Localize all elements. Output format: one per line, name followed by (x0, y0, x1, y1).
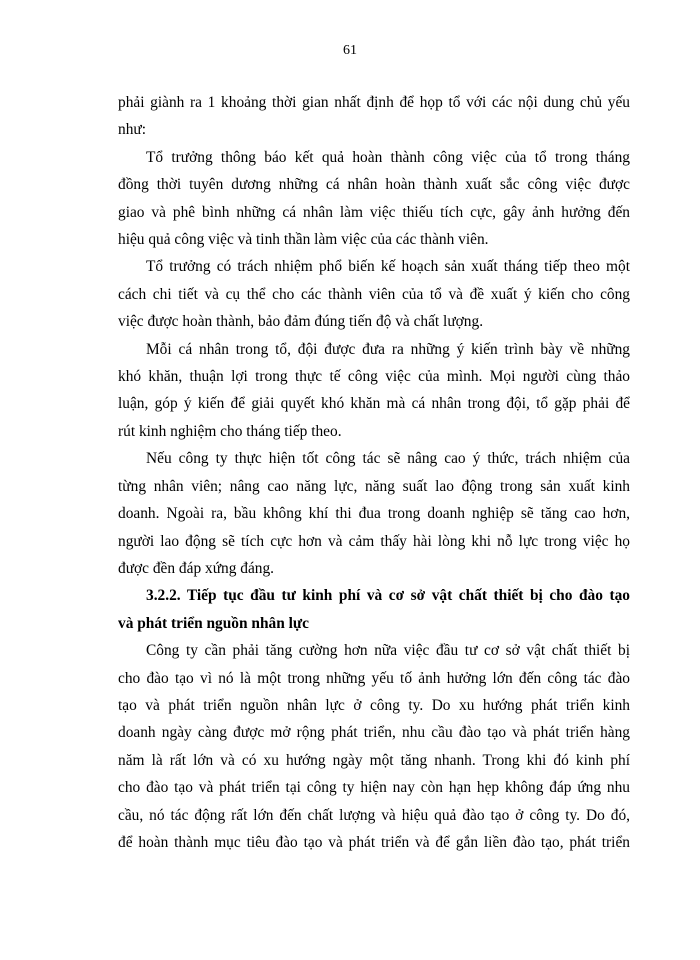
text-line: cách chi tiết và cụ thể cho các thành viên của tổ và đề xuất ý kiến cho công (118, 285, 630, 303)
text-line: doanh ngày càng được mở rộng phát triển, nhu cầu đào tạo và phát triển hàng (118, 724, 630, 742)
text-line: cầu, nó tác động rất lớn đến chất lượng và hiệu quả đào tạo ở công ty. Do đó, (118, 806, 630, 824)
paragraph (118, 144, 630, 254)
text-line: rút kinh nghiệm cho tháng tiếp theo. (118, 422, 342, 440)
text-line: phải giành ra 1 khoảng thời gian nhất định để họp tổ với các nội dung chủ yếu (118, 94, 630, 111)
text-line: người lao động sẽ tích cực hơn và cảm thấy hài lòng khi nỗ lực trong việc họ (118, 532, 630, 550)
section-heading (118, 582, 630, 637)
text-line: việc được hoàn thành, bảo đảm đúng tiến độ và chất lượng. (118, 313, 484, 331)
text-line: cho đào tạo vì nó là một trong những yếu tố ảnh hưởng lớn đến công tác đào (118, 669, 630, 687)
paragraph (118, 253, 630, 335)
text-line: doanh. Ngoài ra, bầu không khí thi đua trong doanh nghiệp sẽ tăng cao hơn, (118, 505, 630, 523)
text-line: giao và phê bình những cá nhân làm việc thiếu tích cực, gây ảnh hưởng đến (118, 203, 630, 221)
page-number: 61 (343, 43, 357, 58)
text-line: hiệu quả công việc và tinh thần làm việc của các thành viên. (118, 231, 489, 249)
text-line: Tổ trưởng thông báo kết quả hoàn thành công việc của tổ trong tháng (146, 148, 630, 166)
text-line: năm là rất lớn và có xu hướng ngày một tăng nhanh. Trong khi đó kinh phí (118, 751, 630, 769)
text-line: từng nhân viên; nâng cao năng lực, năng suất lao động trong sản xuất kinh (118, 477, 630, 495)
text-line: khó khăn, thuận lợi trong thực tế công việc của mình. Mọi người cùng thảo (118, 368, 630, 386)
text-line: Tổ trưởng có trách nhiệm phổ biến kế hoạch sản xuất tháng tiếp theo một (146, 258, 630, 276)
text-line: Nếu công ty thực hiện tốt công tác sẽ nâng cao ý thức, trách nhiệm của (146, 450, 630, 468)
paragraph (118, 336, 630, 446)
paragraph-continuation (118, 89, 630, 144)
heading-line: 3.2.2. Tiếp tục đầu tư kinh phí và cơ sở vật chất thiết bị cho đào tạo (146, 587, 630, 605)
text-line: được đền đáp xứng đáng. (118, 559, 275, 577)
text-line: luận, góp ý kiến để giải quyết khó khăn mà cá nhân trong đội, tổ gặp phải để (118, 395, 630, 413)
text-line: như: (118, 121, 147, 139)
text-line: để hoàn thành mục tiêu đào tạo và phát triển và để gắn liền đào tạo, phát triển (118, 833, 630, 851)
body-text (118, 89, 630, 856)
paragraph (118, 637, 630, 856)
text-line: Công ty cần phải tăng cường hơn nữa việc đầu tư cơ sở vật chất thiết bị (146, 642, 630, 660)
text-line: cho đào tạo và phát triển tại công ty hiện nay còn hạn hẹp không đáp ứng nhu (118, 779, 630, 797)
text-line: Mỗi cá nhân trong tổ, đội được đưa ra những ý kiến trình bày về những (146, 340, 630, 358)
heading-line: và phát triển nguồn nhân lực (118, 614, 309, 632)
paragraph (118, 445, 630, 582)
text-line: đồng thời tuyên dương những cá nhân hoàn thành xuất sắc công việc được (118, 176, 630, 194)
text-line: tạo và phát triển nguồn nhân lực ở công ty. Do xu hướng phát triển kinh (118, 696, 630, 714)
